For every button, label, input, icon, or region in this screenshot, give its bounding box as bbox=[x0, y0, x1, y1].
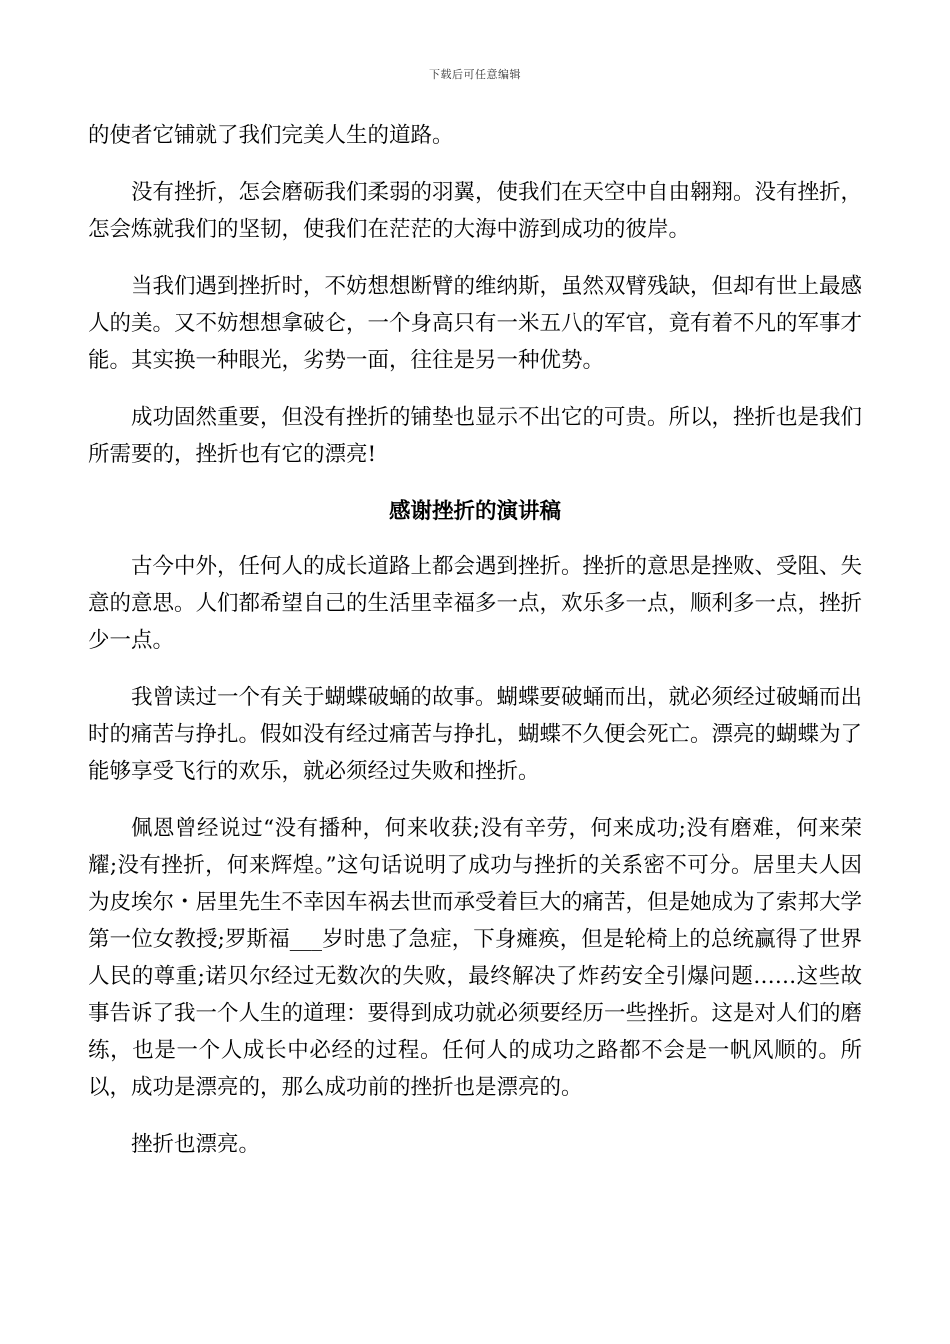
paragraph-continuation: 的使者它铺就了我们完美人生的道路。 bbox=[88, 123, 454, 148]
paragraph: 佩恩曾经说过“没有播种，何来收获;没有辛劳，何来成功;没有磨难，何来荣耀;没有挫折，何来辉煌。”这句话说明了成功与挫折的关系密不可分。居里夫人因为皮埃尔・居里先生不幸因车祸去世而承受着巨大的痛苦，但是她成为了索邦大学第一位女教授;罗斯福___岁时患了急症，下身瘫痪，但是轮椅上的总统赢得了世界人民的尊重;诺贝尔经过无数次的失败，最终解决了炸药安全引爆问题……这些故事告诉了我一个人生的道理：要得到成功就必须要经历一些挫折。这是对人们的磨练，也是一个人成长中必经的过程。任何人的成功之路都不会是一帆风顺的。所以，成功是漂亮的，那么成功前的挫折也是漂亮的。 bbox=[88, 816, 863, 1100]
paragraph: 成功固然重要，但没有挫折的铺垫也显示不出它的可贵。所以，挫折也是我们所需要的，挫折也有它的漂亮! bbox=[88, 405, 863, 467]
paragraph: 没有挫折，怎会磨砺我们柔弱的羽翼，使我们在天空中自由翱翔。没有挫折，怎会炼就我们的坚韧，使我们在茫茫的大海中游到成功的彼岸。 bbox=[88, 180, 863, 242]
page-header: 下载后可任意编辑 bbox=[429, 68, 521, 81]
paragraph: 挫折也漂亮。 bbox=[131, 1132, 261, 1157]
paragraph: 古今中外，任何人的成长道路上都会遇到挫折。挫折的意思是挫败、受阻、失意的意思。人们都希望自己的生活里幸福多一点，欢乐多一点，顺利多一点，挫折少一点。 bbox=[88, 554, 863, 653]
section-title: 感谢挫折的演讲稿 bbox=[388, 499, 561, 524]
document-body bbox=[88, 117, 862, 1183]
paragraph: 当我们遇到挫折时，不妨想想断臂的维纳斯，虽然双臂残缺，但却有世上最感人的美。又不妨想想拿破仑，一个身高只有一米五八的军官，竟有着不凡的军事才能。其实换一种眼光，劣势一面，往往是另一种优势。 bbox=[88, 274, 863, 373]
paragraph: 我曾读过一个有关于蝴蝶破蛹的故事。蝴蝶要破蛹而出，就必须经过破蛹而出时的痛苦与挣扎。假如没有经过痛苦与挣扎，蝴蝶不久便会死亡。漂亮的蝴蝶为了能够享受飞行的欢乐，就必须经过失败和挫折。 bbox=[88, 685, 863, 784]
